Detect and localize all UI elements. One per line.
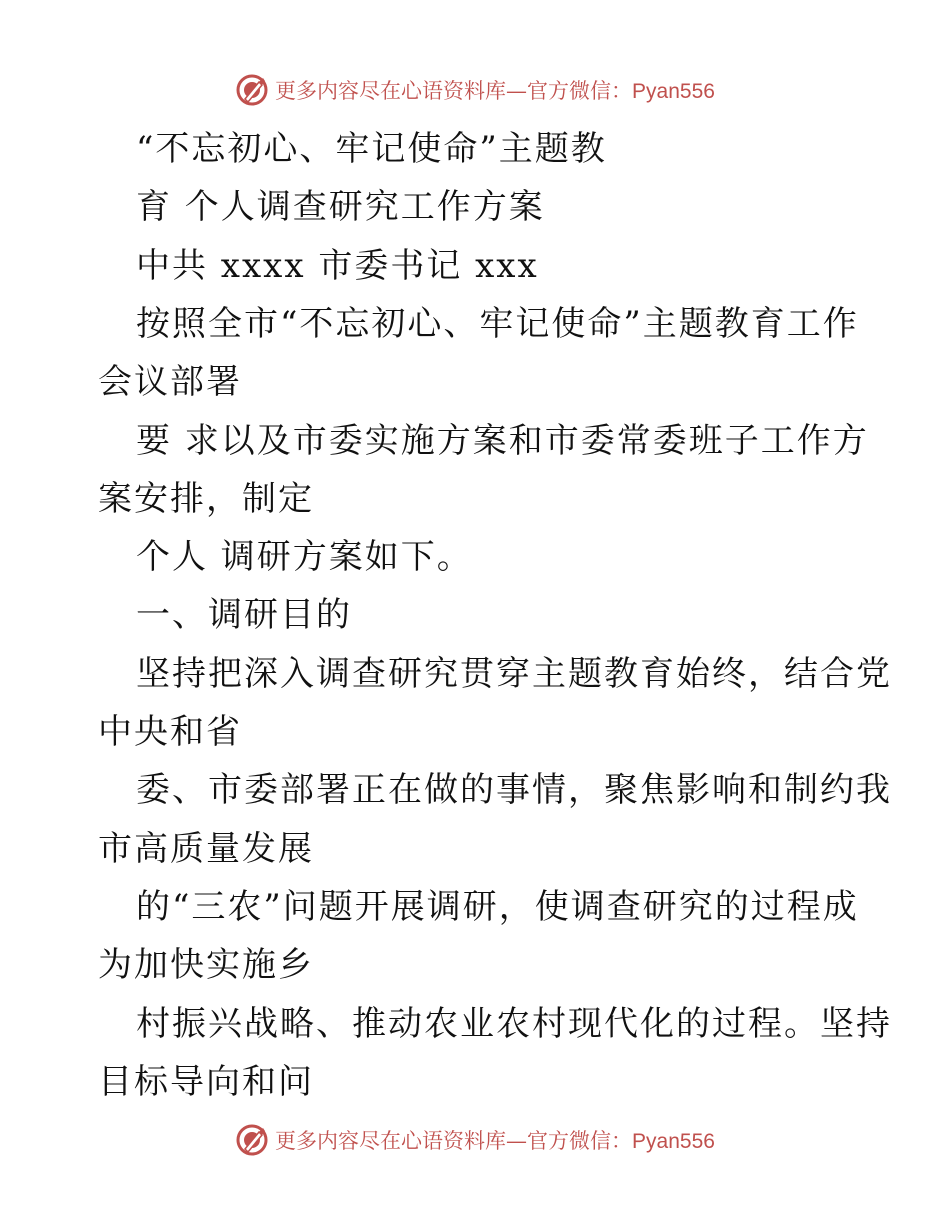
document-line: 会议部署	[98, 362, 242, 403]
document-line: 坚持把深入调查研究贯穿主题教育始终，结合党	[136, 653, 892, 694]
document-line: 村振兴战略、推动农业农村现代化的过程。坚持	[136, 1003, 892, 1044]
pen-logo-icon	[235, 1123, 269, 1157]
document-line: 的“三农”问题开展调研，使调查研究的过程成	[136, 886, 859, 927]
document-line: 目标导向和问	[98, 1061, 314, 1102]
document-line: 中央和省	[98, 712, 242, 752]
document-line: 中共 xxxx 市委书记 xxx	[136, 245, 539, 286]
document-line: 要 求以及市委实施方案和市委常委班子工作方	[136, 420, 869, 461]
watermark-text: 更多内容尽在心语资料库—官方微信：Pyan556	[275, 79, 715, 103]
document-line: 一、调研目的	[136, 595, 352, 636]
footer-watermark	[0, 1120, 950, 1160]
pen-logo-icon	[235, 73, 269, 107]
document-line: 案安排，制定	[98, 478, 314, 519]
document-line: 市高质量发展	[98, 828, 314, 869]
watermark-text: 更多内容尽在心语资料库—官方微信：Pyan556	[275, 1129, 715, 1153]
document-line: 为加快实施乡	[98, 945, 314, 986]
document-line: 按照全市“不忘初心、牢记使命”主题教育工作	[136, 303, 859, 344]
document-line: “不忘初心、牢记使命”主题教	[136, 129, 607, 169]
document-line: 个人 调研方案如下。	[136, 537, 473, 578]
header-watermark	[0, 70, 950, 110]
document-line: 育 个人调查研究工作方案	[136, 187, 545, 228]
document-line: 委、市委部署正在做的事情，聚焦影响和制约我	[136, 770, 892, 811]
